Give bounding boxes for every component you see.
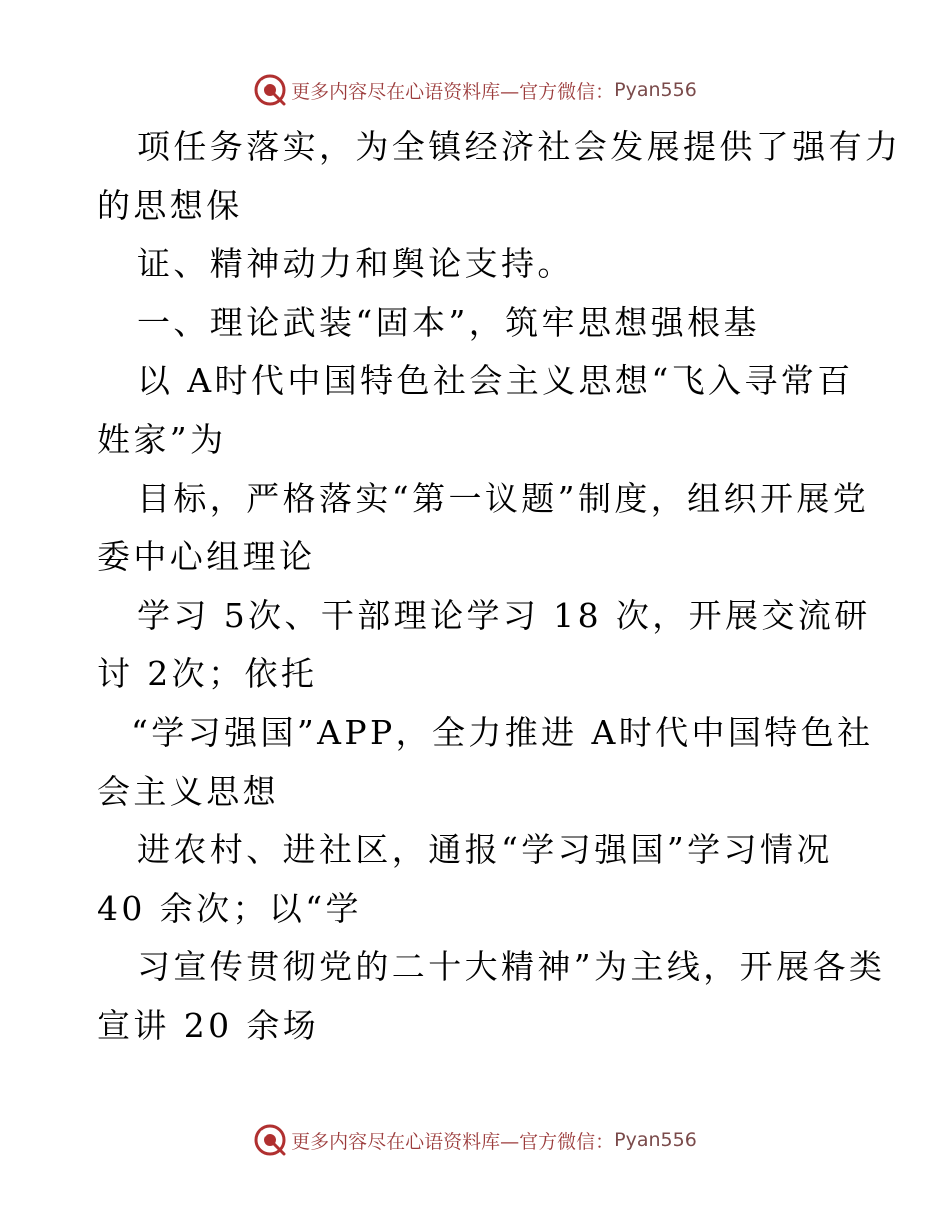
text-line: 证、精神动力和舆论支持。 [137, 244, 574, 284]
text-line: 姓家”为 [97, 419, 227, 459]
text-line: 会主义思想 [97, 771, 279, 811]
text-line: 40 余次；以“学 [97, 888, 362, 928]
watermark-header [0, 70, 950, 110]
watermark-account: Pyan556 [614, 1129, 697, 1151]
section-heading: 一、理论武装“固本”，筑牢思想强根基 [137, 302, 760, 342]
text-line: 的思想保 [97, 185, 243, 225]
watermark-footer [0, 1120, 950, 1160]
text-line: “学习强国”APP，全力推进 A时代中国特色社 [131, 712, 874, 752]
watermark-text: 更多内容尽在心语资料库—官方微信： [291, 1130, 615, 1153]
text-line: 宣讲 20 余场 [97, 1005, 320, 1045]
text-line: 习宣传贯彻党的二十大精神”为主线，开展各类 [137, 947, 886, 987]
text-line: 以 A时代中国特色社会主义思想“飞入寻常百 [137, 361, 854, 401]
text-line: 学习 5次、干部理论学习 18 次，开展交流研 [137, 595, 871, 635]
watermark-text: 更多内容尽在心语资料库—官方微信： [291, 80, 615, 103]
text-line: 项任务落实，为全镇经济社会发展提供了强有力 [137, 127, 902, 166]
text-line: 目标，严格落实“第一议题”制度，组织开展党 [137, 478, 870, 518]
text-line: 委中心组理论 [97, 537, 316, 577]
text-line: 讨 2次；依托 [97, 654, 318, 694]
pen-logo-icon [253, 1123, 287, 1157]
pen-logo-icon [253, 73, 287, 107]
text-line: 进农村、进社区，通报“学习强国”学习情况 [137, 830, 833, 870]
document-body [97, 118, 902, 1056]
watermark-account: Pyan556 [614, 79, 697, 101]
